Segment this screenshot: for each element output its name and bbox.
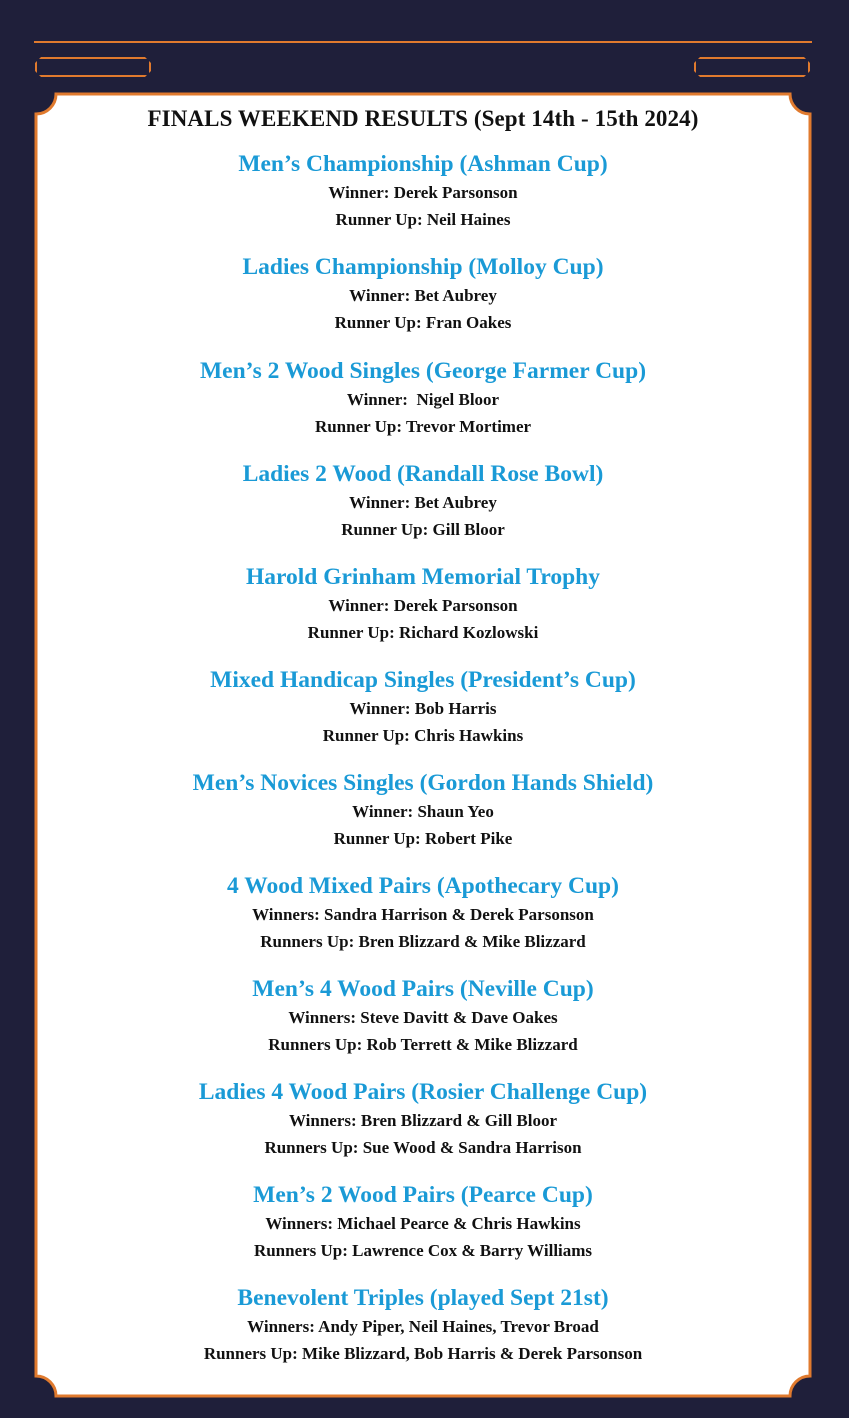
event-title: Benevolent Triples (played Sept 21st) (237, 1285, 609, 1311)
top-decorative-line (34, 41, 812, 43)
event-section (34, 459, 812, 543)
event-section (34, 871, 812, 955)
winner-line: Winner: Bet Aubrey (349, 286, 497, 305)
event-title: Men’s 2 Wood Singles (George Farmer Cup) (199, 358, 647, 384)
event-title: Men’s 4 Wood Pairs (Neville Cup) (252, 976, 594, 1002)
results-panel (34, 92, 812, 1398)
event-title: Ladies 4 Wood Pairs (Rosier Challenge Cup) (198, 1079, 648, 1105)
runner-up-line: Runners Up: Bren Blizzard & Mike Blizzard (260, 932, 586, 951)
results-content (34, 92, 812, 1398)
winner-line: Winners: Bren Blizzard & Gill Bloor (288, 1111, 558, 1130)
runner-up-line: Runner Up: Chris Hawkins (322, 726, 524, 745)
runner-up-line: Runner Up: Fran Oakes (334, 313, 512, 332)
left-decorative-tab (35, 57, 151, 77)
winner-line: Winner: Bob Harris (349, 699, 497, 718)
event-title: Ladies 2 Wood (Randall Rose Bowl) (242, 461, 604, 487)
winner-line: Winners: Michael Pearce & Chris Hawkins (265, 1214, 581, 1233)
event-title: 4 Wood Mixed Pairs (Apothecary Cup) (227, 873, 619, 899)
event-title: Harold Grinham Memorial Trophy (245, 564, 601, 590)
runner-up-line: Runners Up: Mike Blizzard, Bob Harris & Derek Parsonson (203, 1344, 643, 1363)
runner-up-line: Runner Up: Richard Kozlowski (307, 623, 539, 642)
runner-up-line: Runner Up: Gill Bloor (341, 520, 505, 539)
right-decorative-tab (694, 57, 810, 77)
runner-up-line: Runner Up: Neil Haines (335, 210, 511, 229)
runner-up-line: Runners Up: Sue Wood & Sandra Harrison (264, 1138, 582, 1157)
event-title: Men’s Novices Singles (Gordon Hands Shield) (192, 770, 654, 796)
event-section (34, 562, 812, 646)
winner-line: Winners: Steve Davitt & Dave Oakes (288, 1008, 558, 1027)
event-section (34, 974, 812, 1058)
winner-line: Winners: Andy Piper, Neil Haines, Trevor Broad (247, 1317, 599, 1336)
winner-line: Winner: Derek Parsonson (328, 183, 518, 202)
winner-line: Winner: Derek Parsonson (328, 596, 518, 615)
event-section (34, 1283, 812, 1367)
event-section (34, 356, 812, 440)
page-title: FINALS WEEKEND RESULTS (Sept 14th - 15th 2024) (147, 106, 699, 131)
runner-up-line: Runner Up: Robert Pike (333, 829, 513, 848)
winner-line: Winner: Nigel Bloor (346, 390, 500, 409)
runner-up-line: Runners Up: Lawrence Cox & Barry Williams (253, 1241, 593, 1260)
winner-line: Winners: Sandra Harrison & Derek Parsonson (252, 905, 594, 924)
event-title: Men’s 2 Wood Pairs (Pearce Cup) (253, 1182, 593, 1208)
event-section (34, 252, 812, 336)
event-section (34, 665, 812, 749)
event-section (34, 1077, 812, 1161)
runner-up-line: Runner Up: Trevor Mortimer (314, 417, 532, 436)
runner-up-line: Runners Up: Rob Terrett & Mike Blizzard (268, 1035, 578, 1054)
event-section (34, 768, 812, 852)
event-title: Ladies Championship (Molloy Cup) (242, 254, 604, 280)
winner-line: Winner: Bet Aubrey (349, 493, 497, 512)
event-section (34, 1180, 812, 1264)
winner-line: Winner: Shaun Yeo (352, 802, 494, 821)
event-section (34, 149, 812, 233)
event-title: Mixed Handicap Singles (President’s Cup) (210, 667, 636, 693)
event-title: Men’s Championship (Ashman Cup) (238, 151, 608, 177)
